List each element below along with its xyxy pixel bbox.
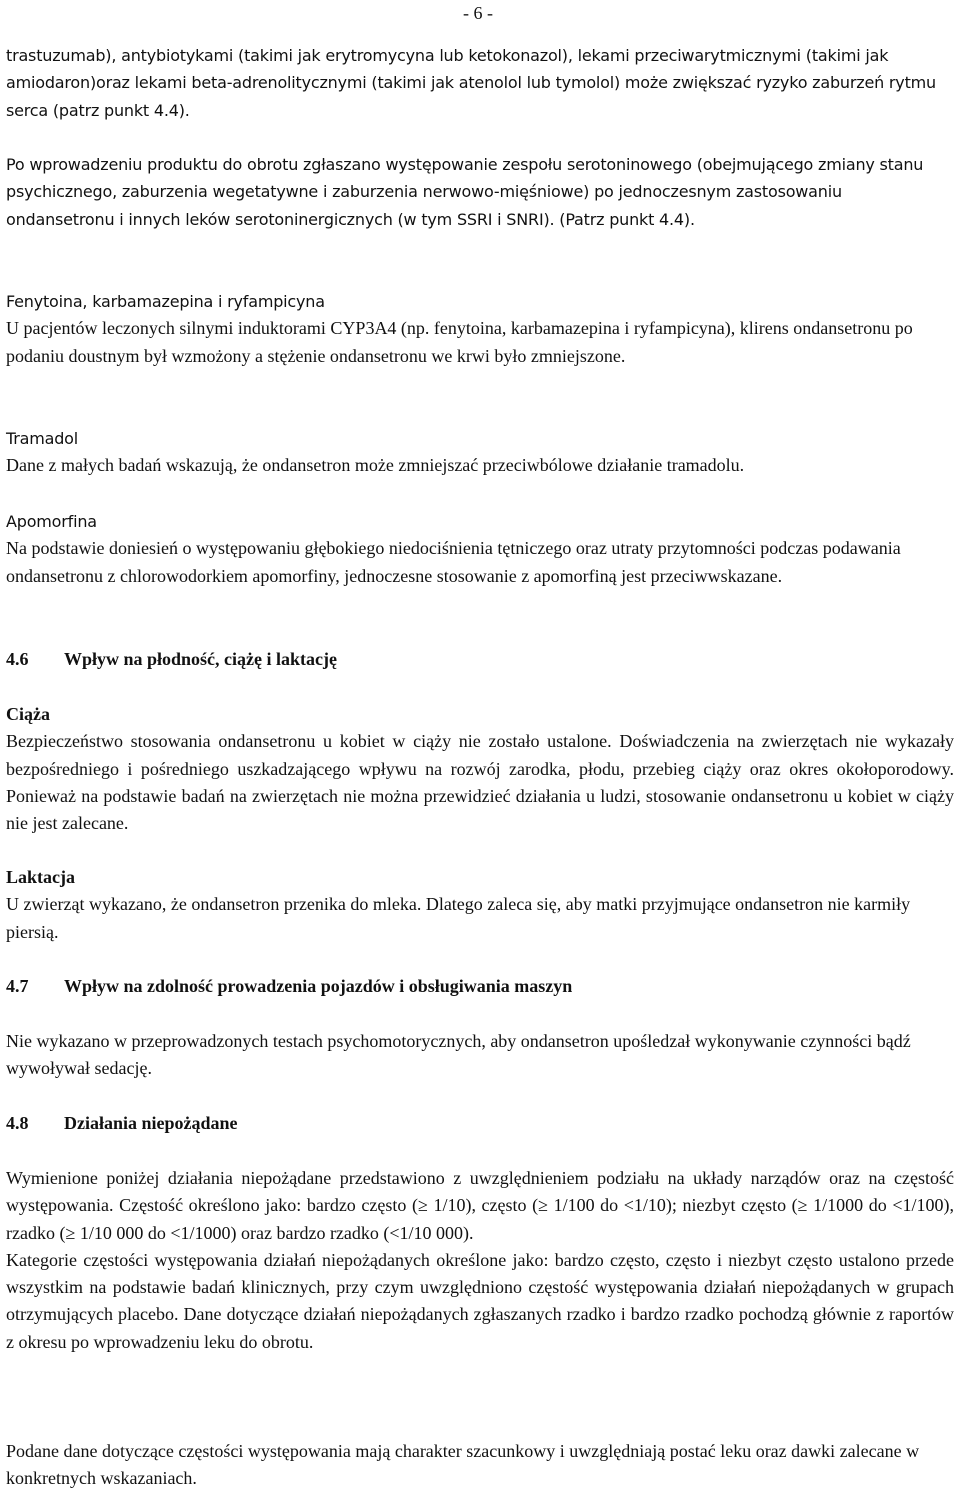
section-title: Wpływ na zdolność prowadzenia pojazdów i obsługiwania maszyn [64,976,573,996]
paragraph-text: Po wprowadzeniu produktu do obrotu zgłaszano występowanie zespołu serotoninowego (obejmującego zmiany stanu psychicznego, zaburzenia wegetatywne i zaburzenia nerwowo-mięśniowe) po jednoczesnym zastosowaniu ondansetronu i innych leków serotoninergicznych (w tym SSRI i SNRI). (Patrz punkt 4.4). [6,155,924,229]
section-heading-4-7 [6,973,572,1000]
section-number: 4.8 [6,1113,29,1133]
subheading-tramadol: Tramadol [6,429,78,448]
paragraph-driving [6,1028,954,1083]
subheading-apomorfina: Apomorfina [6,512,97,531]
paragraph-text: Na podstawie doniesień o występowaniu głębokiego niedociśnienia tętniczego oraz utraty przytomności podczas podawania ondansetronu z chlorowodorkiem apomorfiny, jednoczesne stosowanie z apomorfiną jest przeciwwskazane. [6,538,901,586]
paragraph-text: Nie wykazano w przeprowadzonych testach psychomotorycznych, aby ondansetron upośledzał wykonywanie czynności bądź wywoływał sedację. [6,1031,911,1079]
paragraph-estimates [6,1438,954,1493]
section-number: 4.7 [6,976,29,996]
section-title: Działania niepożądane [64,1113,238,1133]
paragraph-text: Kategorie częstości występowania działań niepożądanych określone jako: bardzo często, często i niezbyt często ustalono przede wszystkim na podstawie badań klinicznych, przy czym uwzględniono częstość występowania działań niepożądanych w grupach otrzymujących placebo. Dane dotyczące działań niepożądanych zgłaszanych rzadko i bardzo rzadko pochodzą głównie z raportów z okresu po wprowadzeniu leku do obrotu. [6,1249,954,1352]
subheading-ciaza: Ciąża [6,704,50,724]
paragraph-text: Podane dane dotyczące częstości występowania mają charakter szacunkowy i uwzględniają postać leku oraz dawki zalecane w konkretnych wskazaniach. [6,1441,920,1489]
paragraph-cyp3a4 [6,288,954,370]
section-title: Wpływ na płodność, ciążę i laktację [64,649,337,669]
paragraph-text: Wymienione poniżej działania niepożądane przedstawiono z uwzględnieniem podziału na układy narządów oraz na częstość występowania. Częstość określono jako: bardzo często (≥ 1/10), często (≥ 1/100 do <1/10); niezbyt często (≥ 1/1000 do <1/100), rzadko (≥ 1/10 000 do <1/1000) oraz bardzo rzadko (<1/10 000). [6,1168,954,1243]
paragraph-text: U pacjentów leczonych silnymi induktorami CYP3A4 (np. fenytoina, karbamazepina i ryfampicyna), klirens ondansetronu po podaniu doustnym był wzmożony a stężenie ondansetronu we krwi było zmniejszone. [6,318,913,366]
page-number: - 6 - [463,3,493,23]
subheading-laktacja: Laktacja [6,867,75,887]
paragraph-tramadol [6,425,954,480]
paragraph-serotonin [6,151,954,233]
paragraph-text: Dane z małych badań wskazują, że ondansetron może zmniejszać przeciwbólowe działanie tramadolu. [6,455,745,476]
paragraph-text: Bezpieczeństwo stosowania ondansetronu u kobiet w ciąży nie zostało ustalone. Doświadczenia na zwierzętach nie wykazały bezpośredniego i pośredniego uszkadzającego wpływu na rozwój zarodka, płodu, przebieg ciąży oraz okres okołoporodowy. Ponieważ na podstawie badań na zwierzętach nie można przewidzieć działania u ludzi, stosowanie ondansetronu u kobiet w ciąży nie jest zalecane. [6,731,954,834]
paragraph-frequency [6,1165,954,1356]
section-heading-4-8 [6,1110,238,1137]
paragraph-text: U zwierząt wykazano, że ondansetron przenika do mleka. Dlatego zaleca się, aby matki przyjmujące ondansetron nie karmiły piersią. [6,894,911,942]
paragraph-apomorfina [6,508,954,590]
section-number: 4.6 [6,649,29,669]
subheading-fenytoina: Fenytoina, karbamazepina i ryfampicyna [6,292,325,311]
paragraph-text: trastuzumab), antybiotykami (takimi jak erytromycyna lub ketokonazol), lekami przeciwarytmicznymi (takimi jak amiodaron)oraz lekami beta-adrenolitycznymi (takimi jak atenolol lub tymolol) może zwiększać ryzyko zaburzeń rytmu serca (patrz punkt 4.4). [6,46,936,120]
paragraph-laktacja [6,864,954,946]
section-heading-4-6 [6,646,337,673]
paragraph-arrhythmia [6,42,954,124]
paragraph-ciaza [6,701,954,837]
